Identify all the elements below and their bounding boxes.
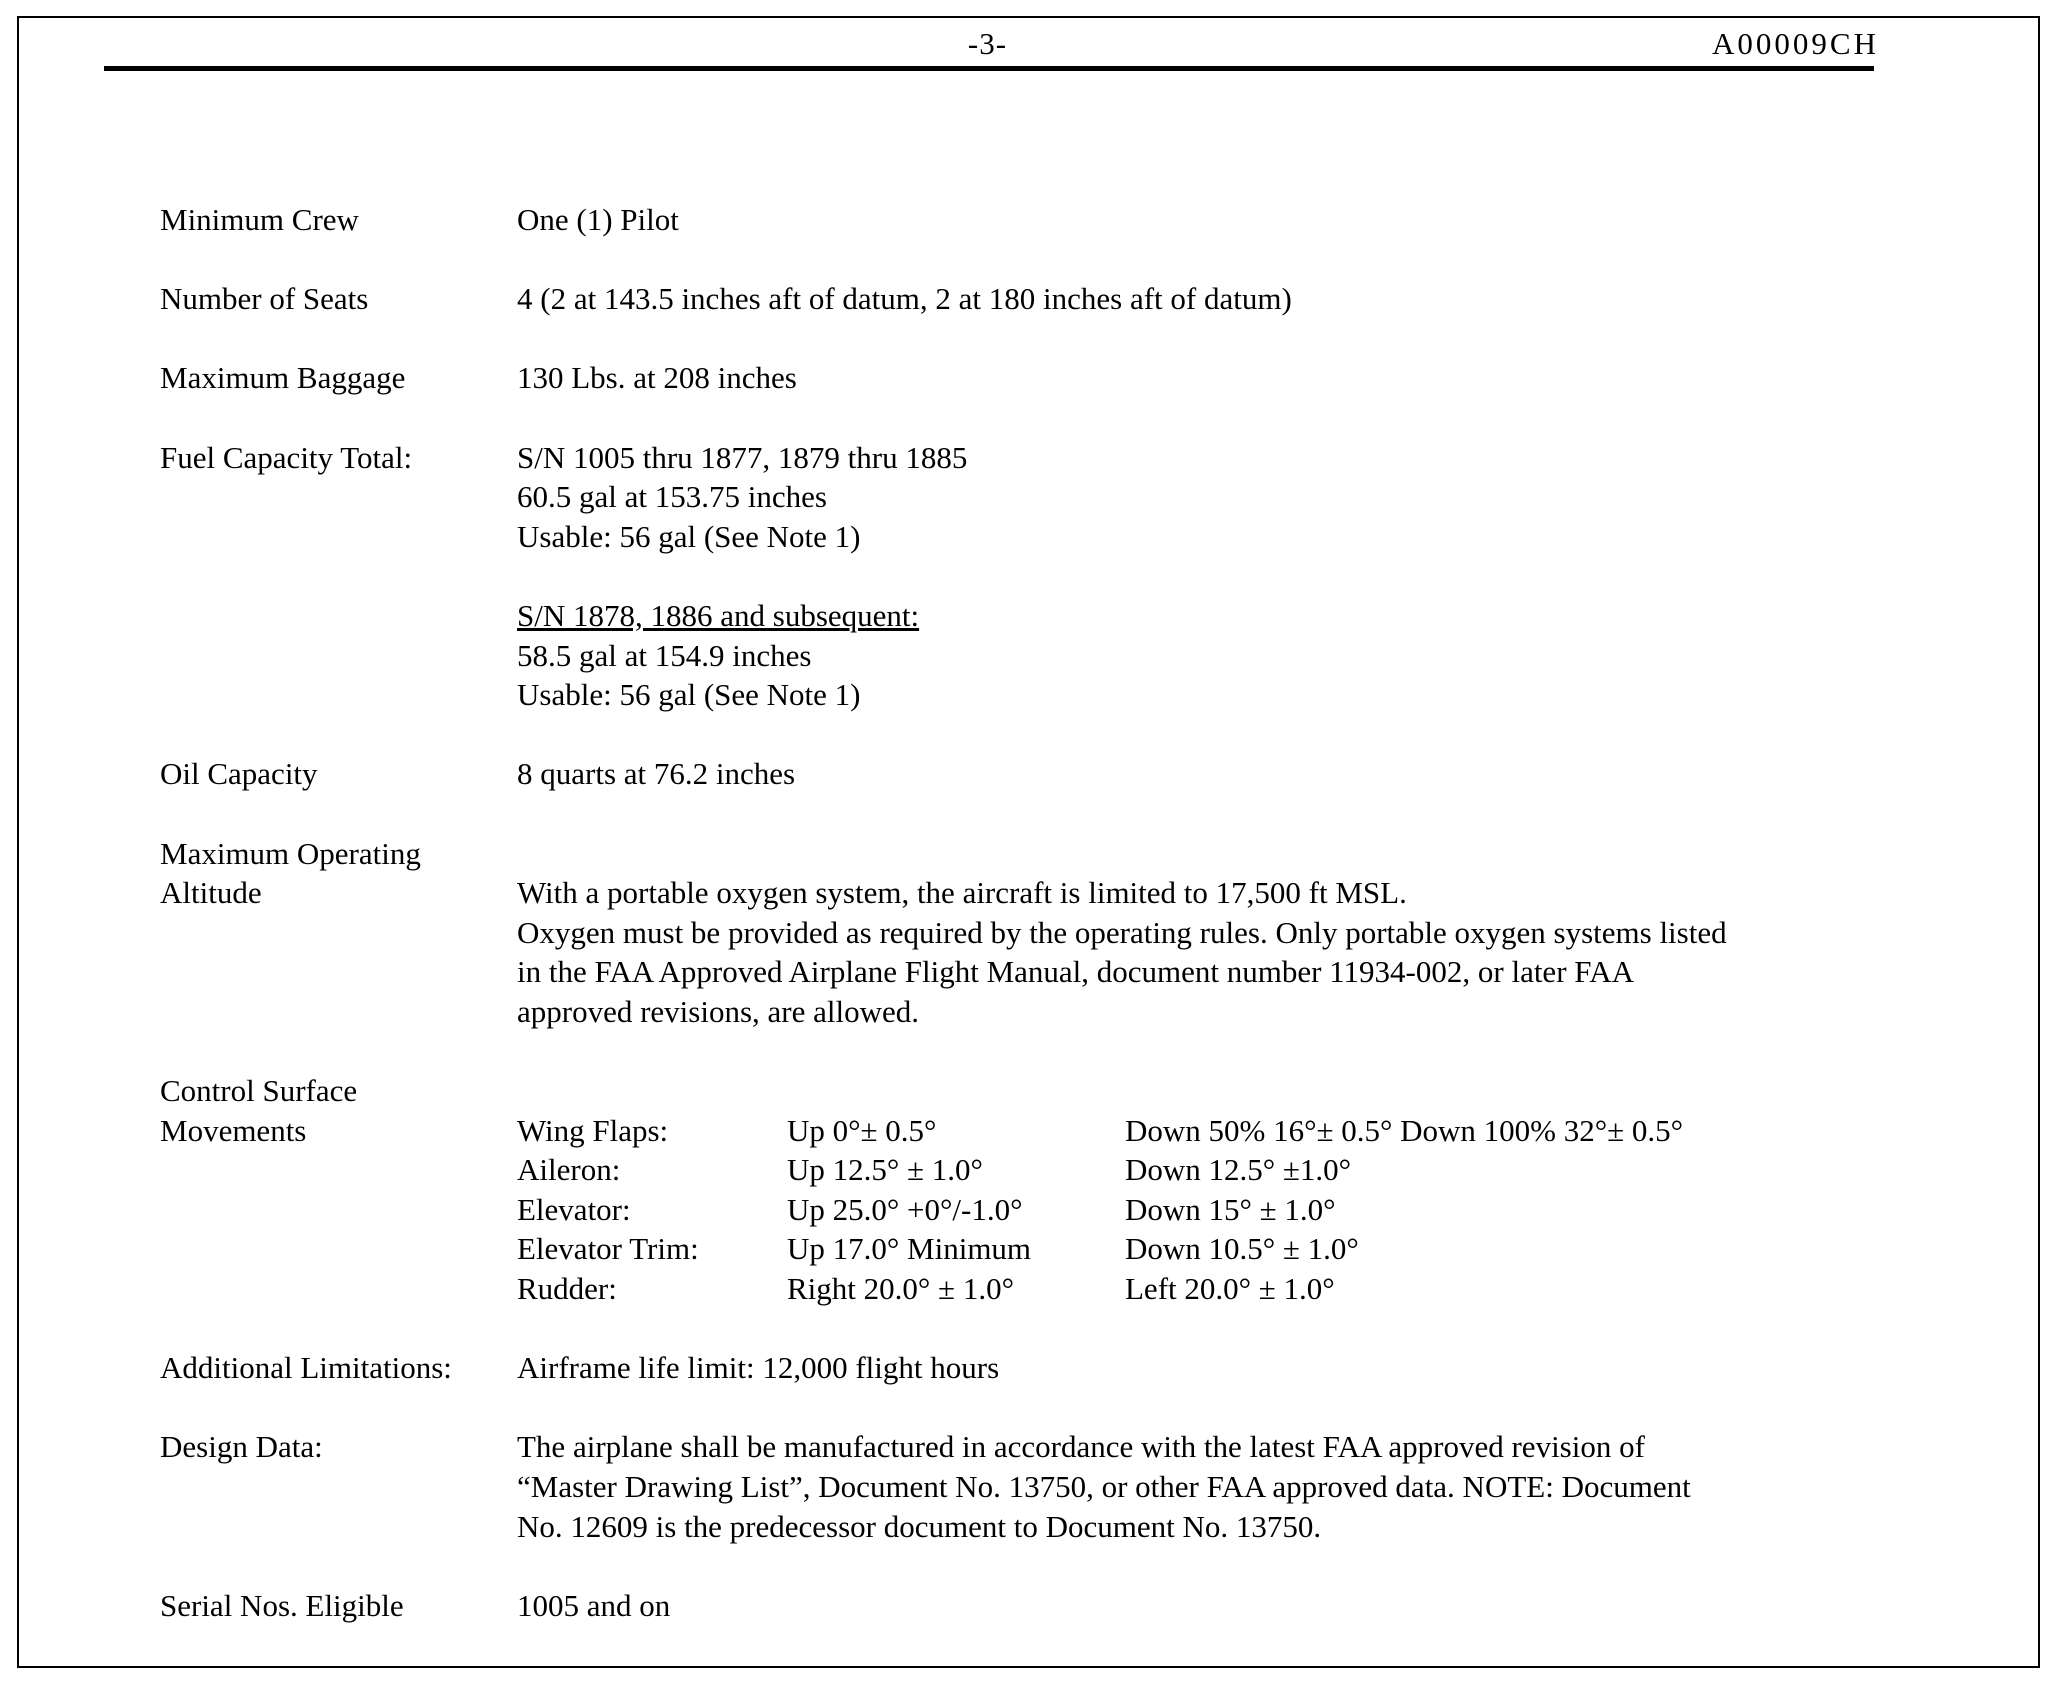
value-max-operating-altitude [517,834,1880,1032]
surface-up: Up 25.0° +0°/-1.0° [787,1191,1023,1227]
label-additional-limitations: Additional Limitations: [160,1350,452,1386]
value-serial-nos-eligible: 1005 and on [517,1587,671,1623]
value-fuel-capacity [517,438,1880,715]
row-serial-nos-eligible [160,1586,1880,1626]
surface-down: Down 15° ± 1.0° [1125,1191,1336,1227]
surface-name: Rudder: [517,1271,617,1307]
document-id: A00009CH [1712,26,1879,61]
row-number-of-seats [160,279,1880,319]
value-oil-capacity: 8 quarts at 76.2 inches [517,756,796,792]
surface-name: Elevator: [517,1191,631,1227]
row-design-data [160,1427,1880,1546]
fuel-line: S/N 1005 thru 1877, 1879 thru 1885 [517,439,968,475]
label-minimum-crew: Minimum Crew [160,202,359,237]
surface-up: Up 0°± 0.5° [787,1112,937,1148]
surface-name: Wing Flaps: [517,1112,669,1148]
surface-up: Up 17.0° Minimum [787,1231,1032,1267]
surface-down: Down 10.5° ± 1.0° [1125,1231,1359,1267]
label-line: Movements [160,1112,307,1148]
row-fuel-capacity [160,438,1880,715]
surface-up: Up 12.5° ± 1.0° [787,1152,983,1188]
table-row [517,1269,1683,1309]
label-max-operating-altitude [160,834,517,1032]
surface-down: Down 12.5° ±1.0° [1125,1152,1352,1188]
page-number: -3- [967,26,1008,61]
label-number-of-seats: Number of Seats [160,281,369,317]
design-line: “Master Drawing List”, Document No. 13750, or other FAA approved data. NOTE: Document [517,1469,1691,1504]
surface-name: Aileron: [517,1152,621,1188]
label-design-data: Design Data: [160,1429,323,1465]
altitude-line: approved revisions, are allowed. [517,993,920,1029]
label-fuel-capacity: Fuel Capacity Total: [160,439,413,475]
header-rule [104,66,1874,71]
row-additional-limitations [160,1348,1880,1388]
label-control-surface-movements [160,1071,517,1309]
altitude-line: Oxygen must be provided as required by the operating rules. Only portable oxygen systems listed [517,914,1727,950]
table-row [517,1150,1683,1190]
surface-down: Left 20.0° ± 1.0° [1125,1271,1335,1307]
fuel-line: Usable: 56 gal (See Note 1) [517,518,861,554]
value-design-data [517,1427,1880,1546]
control-surface-table [517,1111,1683,1309]
label-line: Altitude [160,875,262,911]
altitude-line: in the FAA Approved Airplane Flight Manual, document number 11934-002, or later FAA [517,954,1634,990]
value-maximum-baggage: 130 Lbs. at 208 inches [517,360,797,396]
row-max-operating-altitude [160,834,1880,1032]
row-oil-capacity [160,754,1880,794]
surface-up: Right 20.0° ± 1.0° [787,1271,1014,1307]
row-maximum-baggage [160,358,1880,398]
surface-down: Down 50% 16°± 0.5° Down 100% 32°± 0.5° [1125,1112,1684,1148]
surface-name: Elevator Trim: [517,1231,699,1267]
label-serial-nos-eligible: Serial Nos. Eligible [160,1587,404,1623]
fuel-line: 58.5 gal at 154.9 inches [517,637,812,673]
value-additional-limitations: Airframe life limit: 12,000 flight hours [517,1350,1000,1386]
row-minimum-crew [160,200,1880,240]
design-line: No. 12609 is the predecessor document to Document No. 13750. [517,1508,1322,1544]
specification-list [160,200,1880,1665]
table-row [517,1190,1683,1230]
label-line: Control Surface [160,1073,358,1109]
table-row [517,1229,1683,1269]
table-row [517,1111,1683,1151]
label-oil-capacity: Oil Capacity [160,756,318,792]
value-control-surface-movements [517,1071,1880,1309]
fuel-line: 60.5 gal at 153.75 inches [517,479,827,515]
value-number-of-seats: 4 (2 at 143.5 inches aft of datum, 2 at 180 inches aft of datum) [517,281,1292,317]
value-minimum-crew: One (1) Pilot [517,202,679,237]
row-control-surface-movements [160,1071,1880,1309]
design-line: The airplane shall be manufactured in accordance with the latest FAA approved revision of [517,1429,1645,1465]
altitude-line: With a portable oxygen system, the aircraft is limited to 17,500 ft MSL. [517,875,1407,911]
fuel-group-title: S/N 1878, 1886 and subsequent: [517,597,920,633]
label-maximum-baggage: Maximum Baggage [160,360,406,396]
label-line: Maximum Operating [160,835,421,871]
fuel-line: Usable: 56 gal (See Note 1) [517,677,861,713]
